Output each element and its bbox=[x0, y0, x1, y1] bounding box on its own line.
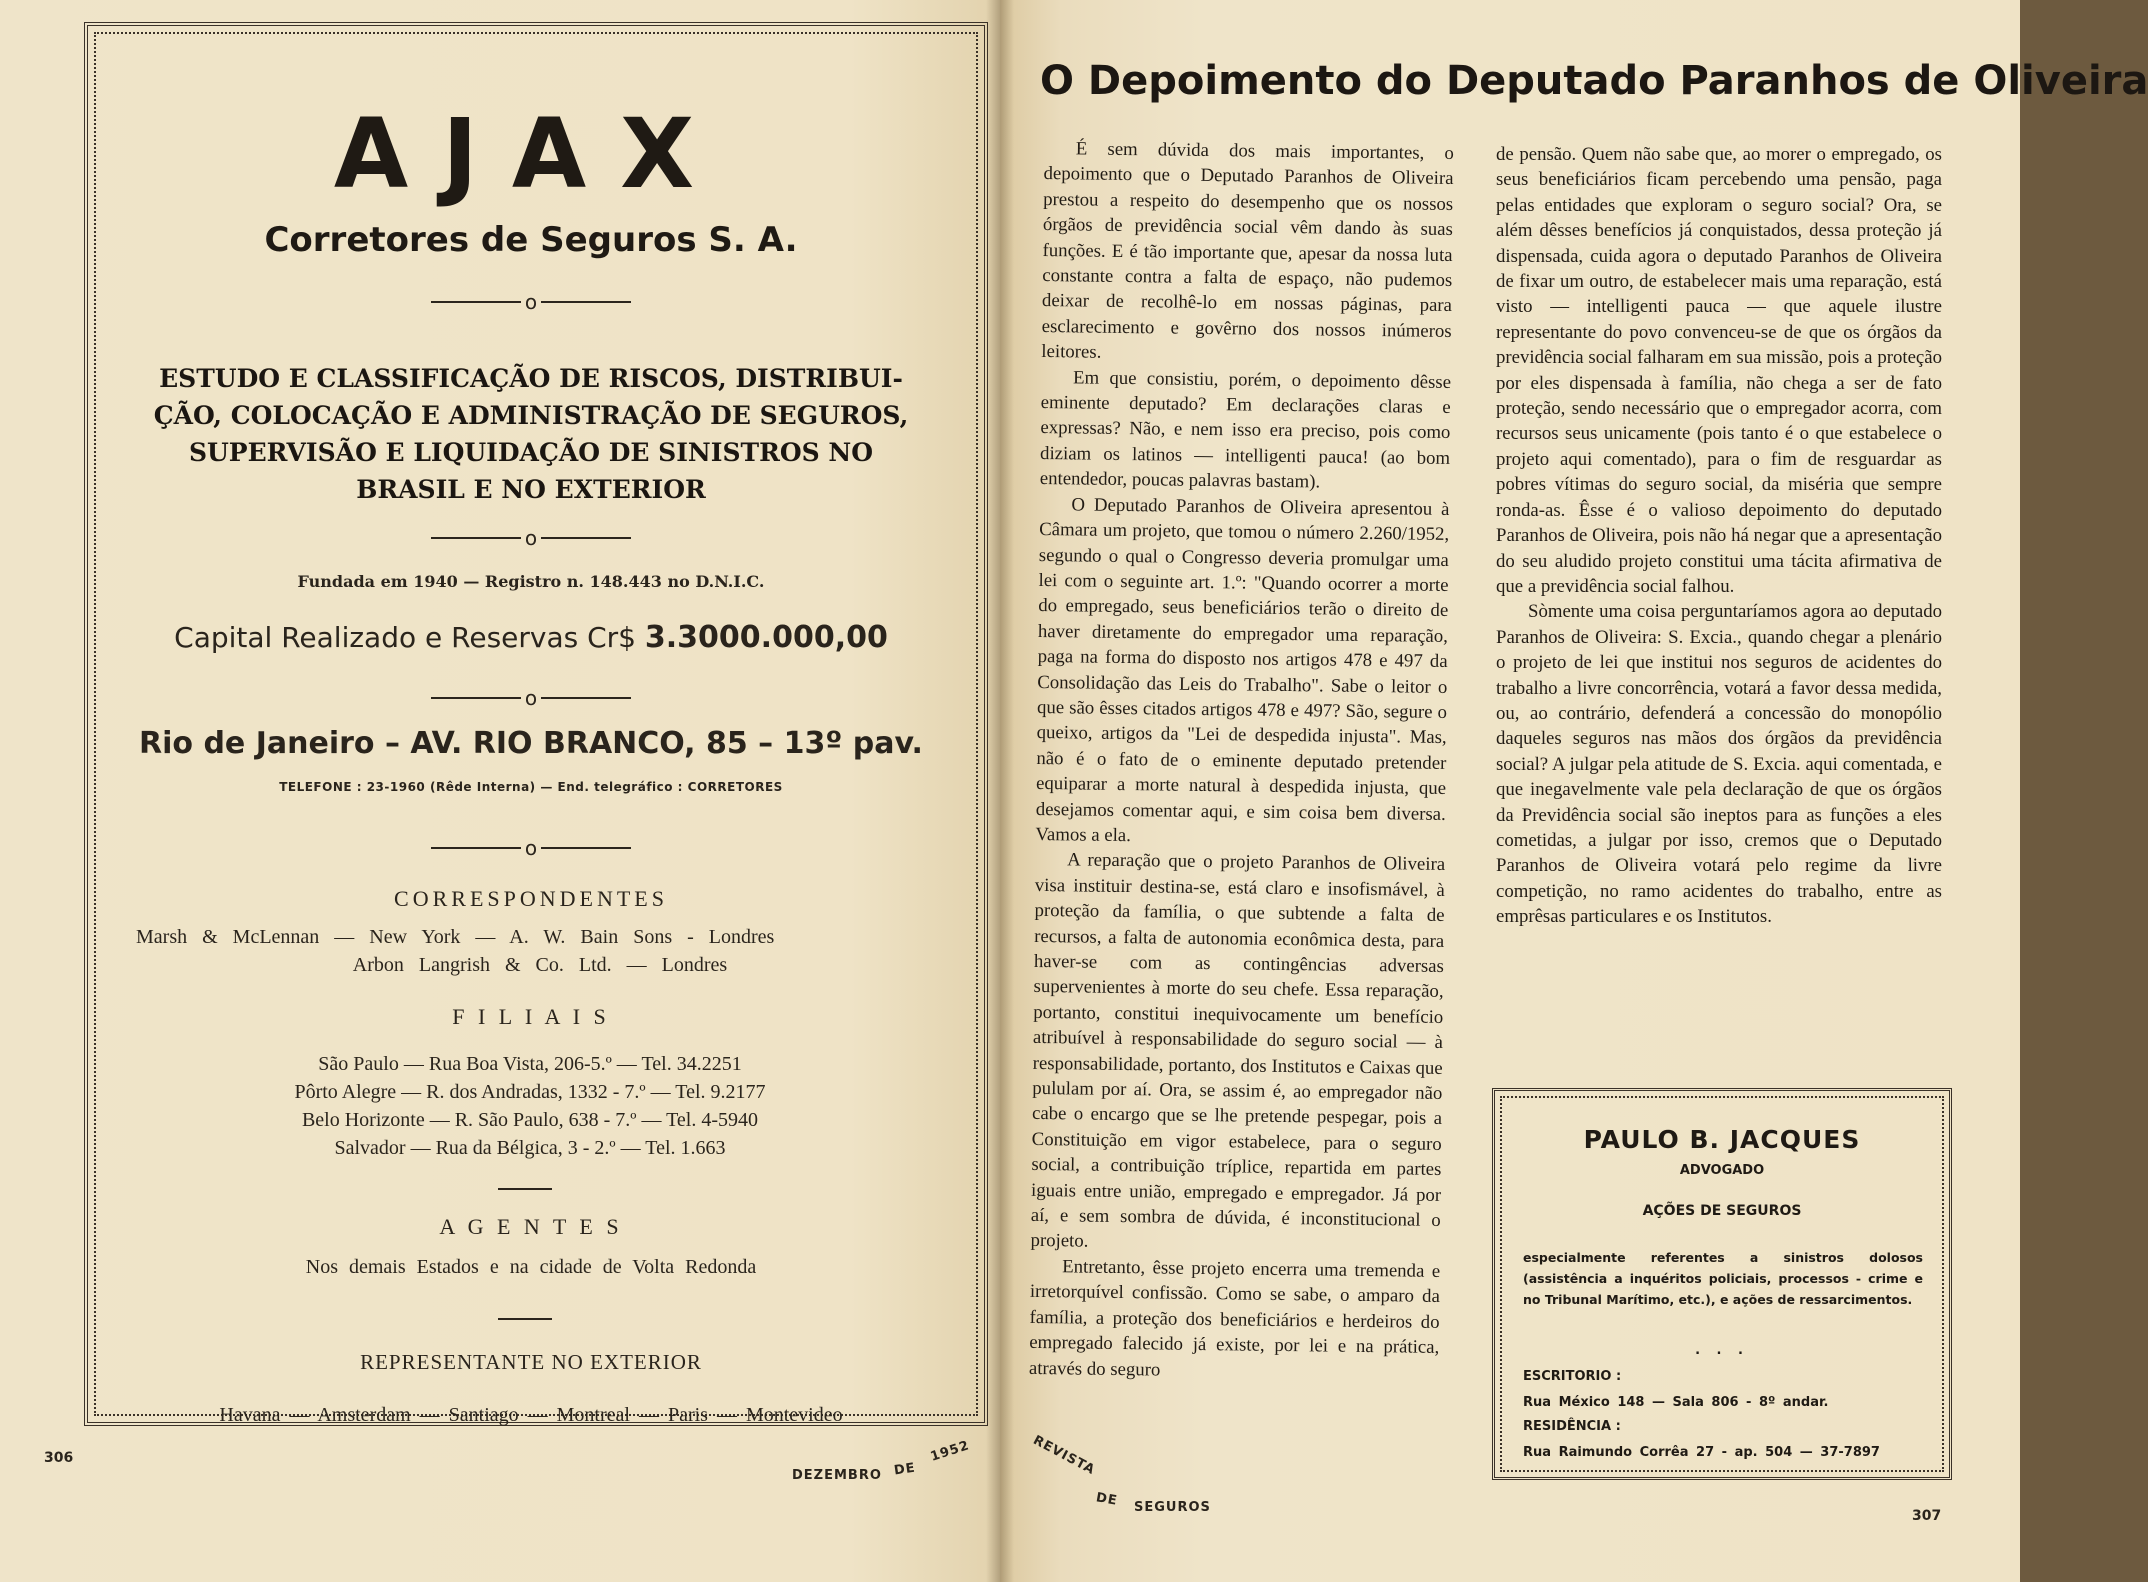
paragraph: A reparação que o projeto Paranhos de Oliveira visa instituir destina-se, está claro e insofismável, à proteção da família, o que subtende a falta de recursos, a falta de autonomia econômica desta, para haver-se com as contingências adversas supervenientes à morte do seu chefe. Essa reparação, portanto, constitui inequivocamente um benefício atribuível à responsabilidade do seguro social — à responsabilidade, portanto, dos Institutos e Caixas que pululam por aí. Ora, se assim é, ao empregador não cabe o encargo que se lhe pretende pespegar, pois a Constituição em vigor estabelece, para o seguro social, a contribuição tríplice, repartida em partes iguais entre união, empregado e empregador. Já por aí, e sem sombra de dúvida, é inconstitucional o projeto. bbox=[1030, 849, 1446, 1253]
ornament-divider: o bbox=[100, 834, 962, 860]
lawyer-role: ADVOGADO bbox=[1679, 1163, 1765, 1178]
paragraph: É sem dúvida dos mais importantes, o depoimento que o Deputado Paranhos de Oliveira prestou a respeito do desempenho que os nossos órgãos de previdência social vêm dando às suas funções. E é tão importante que, apesar da nossa luta constante contra a falta de espaço, não pudemos deixar de recolhê-lo em nossas páginas, para esclarecimento e govêrno dos nossos inúmeros leitores. bbox=[1041, 138, 1454, 363]
divider-line bbox=[498, 1318, 552, 1320]
footer-de: DE bbox=[1094, 1490, 1119, 1509]
ornament-divider: o bbox=[100, 524, 962, 550]
footer-seguros: SEGUROS bbox=[1134, 1500, 1211, 1515]
article-column-right bbox=[1496, 142, 1942, 930]
residencia-address: Rua Raimundo Corrêa 27 - ap. 504 — 37-7897 bbox=[1523, 1445, 1880, 1460]
filiais-list bbox=[160, 1050, 900, 1162]
filial-salvador: Salvador — Rua da Bélgica, 3 - 2.º — Tel. 1.663 bbox=[334, 1137, 726, 1159]
correspondente-line-2: Arbon Langrish & Co. Ltd. — Londres bbox=[352, 954, 728, 976]
lawyer-name: PAULO B. JACQUES bbox=[1583, 1125, 1861, 1154]
jacques-ad bbox=[1492, 1088, 1952, 1480]
ajax-ad bbox=[100, 40, 962, 1426]
filial-belo-horizonte: Belo Horizonte — R. São Paulo, 638 - 7.º — Tel. 4-5940 bbox=[301, 1109, 759, 1131]
article-column-left bbox=[1029, 136, 1454, 1386]
filial-porto-alegre: Pôrto Alegre — R. dos Andradas, 1332 - 7.º — Tel. 9.2177 bbox=[294, 1081, 766, 1103]
left-page bbox=[0, 0, 1000, 1582]
paragraph: Em que consistiu, porém, o depoimento dêsse eminente deputado? Em declarações claras e expressas? Não, e nem isso era preciso, pois como diziam os latinos — intelligenti pauca! (ao bom entendedor, poucas palavras bastam). bbox=[1039, 367, 1452, 493]
services-line-1: ESTUDO E CLASSIFICAÇÃO DE RISCOS, DISTRIBUI- bbox=[159, 364, 903, 393]
divider-line bbox=[498, 1188, 552, 1190]
paragraph: Sòmente uma coisa perguntaríamos agora ao deputado Paranhos de Oliveira: S. Excia., quando chegar a plenário o projeto de lei que institui nos seguros de acidentes do trabalho a livre concorrência, votará a favor dessa medida, ou, ao contrário, defenderá a concessão do monopólio daqueles seguros nas mãos dos órgãos da previdência social? A julgar pela atitude de S. Excia. aqui comentada, e que inegavelmente vale pela declaração de que os órgãos da Previdência social são ineptos para as funções a eles cometidas, a julgar por isso, cremos que o Deputado Paranhos de Oliveira votará pelo regime da livre competição, no ramo acidentes do trabalho, entre as emprêsas particulares e os Institutos. bbox=[1496, 601, 1942, 928]
ajax-address: Rio de Janeiro – AV. RIO BRANCO, 85 – 13º pav. bbox=[139, 726, 923, 761]
escritorio-address: Rua México 148 — Sala 806 - 8º andar. bbox=[1523, 1395, 1829, 1410]
lawyer-specialty: AÇÕES DE SEGUROS bbox=[1642, 1203, 1802, 1219]
separator-dots: . . . bbox=[1695, 1343, 1749, 1358]
page-number: 307 bbox=[1912, 1508, 1942, 1524]
ornament-divider: o bbox=[100, 684, 962, 710]
paragraph: Entretanto, êsse projeto encerra uma tremenda e irretorquível confissão. Como se sabe, o amparo da família, a proteção dos beneficiários e herdeiros do empregado falecido já existe, por lei e na prática, através do seguro bbox=[1028, 1256, 1441, 1381]
services-line-2: ÇÃO, COLOCAÇÃO E ADMINISTRAÇÃO DE SEGUROS, bbox=[153, 401, 909, 430]
paragraph: de pensão. Quem não sabe que, ao morer o empregado, os seus beneficiários ficam percebendo uma pensão, paga pelas entidades que exploram o seguro social? Ora, se além dêsses benefícios já conquistados, dessa proteção já dispensada, cuida agora o deputado Paranhos de Oliveira de fixar um outro, de estabelecer mais uma reparação, está visto — intelligenti pauca — que aquele ilustre representante do povo convenceu-se de que os órgãos da previdência social falharam em sua missão, pois a proteção por eles dispensada à família, não chega a ser de fato proteção, sendo necessário que o empregador acorra, com recursos seus unicamente (pois tanto é o que estabelece o projeto aqui comentado), para o fim de resguardar as pobres vítimas do seguro social, da miséria que sempre ronda-as. Êsse é o valioso depoimento do deputado Paranhos de Oliveira, pois não há negar que a apresentação do seu aludido projeto constitui uma tácita afirmativa de que a previdência social falhou. bbox=[1496, 144, 1942, 597]
article-headline: O Depoimento do Deputado Paranhos de Oliveira bbox=[1040, 58, 2148, 104]
representante-title: REPRESENTANTE NO EXTERIOR bbox=[360, 1350, 702, 1374]
ornament-divider: o bbox=[100, 288, 962, 314]
footer-revista: REVISTA bbox=[1030, 1432, 1098, 1479]
agentes-title: A G E N T E S bbox=[439, 1214, 623, 1239]
services-line-3: SUPERVISÃO E LIQUIDAÇÃO DE SINISTROS NO bbox=[188, 438, 874, 467]
lawyer-description: especialmente referentes a sinistros dolosos (assistência a inquéritos policiais, processos - crime e no Tribunal Marítimo, etc.), e ações de ressarcimentos. bbox=[1523, 1250, 1923, 1307]
ajax-telefone: TELEFONE : 23-1960 (Rêde Interna) — End. telegráfico : CORRETORES bbox=[279, 780, 783, 794]
correspondentes-title: CORRESPONDENTES bbox=[394, 886, 668, 911]
residencia-label: RESIDÊNCIA : bbox=[1523, 1419, 1621, 1434]
footer-de: DE bbox=[893, 1460, 917, 1479]
capital-line bbox=[100, 620, 962, 655]
footer-month: DEZEMBRO bbox=[792, 1468, 882, 1483]
book-gutter bbox=[986, 0, 1014, 1582]
right-page bbox=[1000, 0, 2148, 1582]
paragraph: O Deputado Paranhos de Oliveira apresentou à Câmara um projeto, que tomou o número 2.260/1952, segundo o qual o Congresso deveria promulgar uma lei com o seguinte art. 1.º: "Quando ocorrer a morte do empregado, seus beneficiários terão o direito de haver diretamente do empregador uma reparação, paga na forma do disposto nos artigos 478 e 497 da Consolidação das Leis do Trabalho". Sabe o leitor o que são êsses citados artigos 478 e 497? São, segure o queixo, artigos da "Lei de despedida injusta". Mas, não é o fato de o eminente deputado pretender equiparar a morte natural à despedida injusta, que desejamos comentar aqui, e sim coisa bem diversa. Vamos a ela. bbox=[1035, 494, 1450, 847]
escritorio-label: ESCRITORIO : bbox=[1523, 1369, 1622, 1384]
filial-sao-paulo: São Paulo — Rua Boa Vista, 206-5.º — Tel. 34.2251 bbox=[318, 1053, 742, 1075]
ajax-services bbox=[130, 360, 932, 508]
representante-cities: Havana — Amsterdam — Santiago — Montreal — Paris — Montevideo bbox=[219, 1404, 843, 1426]
founding-info: Fundada em 1940 — Registro n. 148.443 no D.N.I.C. bbox=[297, 572, 765, 591]
ajax-logo: AJAX bbox=[333, 98, 729, 210]
correspondente-line-1: Marsh & McLennan — New York — A. W. Bain Sons - Londres bbox=[136, 926, 775, 948]
page-number: 306 bbox=[44, 1450, 74, 1466]
agentes-text: Nos demais Estados e na cidade de Volta Redonda bbox=[305, 1256, 757, 1278]
ajax-subtitle: Corretores de Seguros S. A. bbox=[264, 220, 798, 260]
footer-year: 1952 bbox=[928, 1438, 972, 1465]
capital-label: Capital Realizado e Reservas Cr$ bbox=[174, 621, 636, 654]
filiais-title: F I L I A I S bbox=[452, 1004, 610, 1029]
capital-value: 3.3000.000,00 bbox=[644, 620, 888, 655]
services-line-4: BRASIL E NO EXTERIOR bbox=[356, 475, 706, 504]
